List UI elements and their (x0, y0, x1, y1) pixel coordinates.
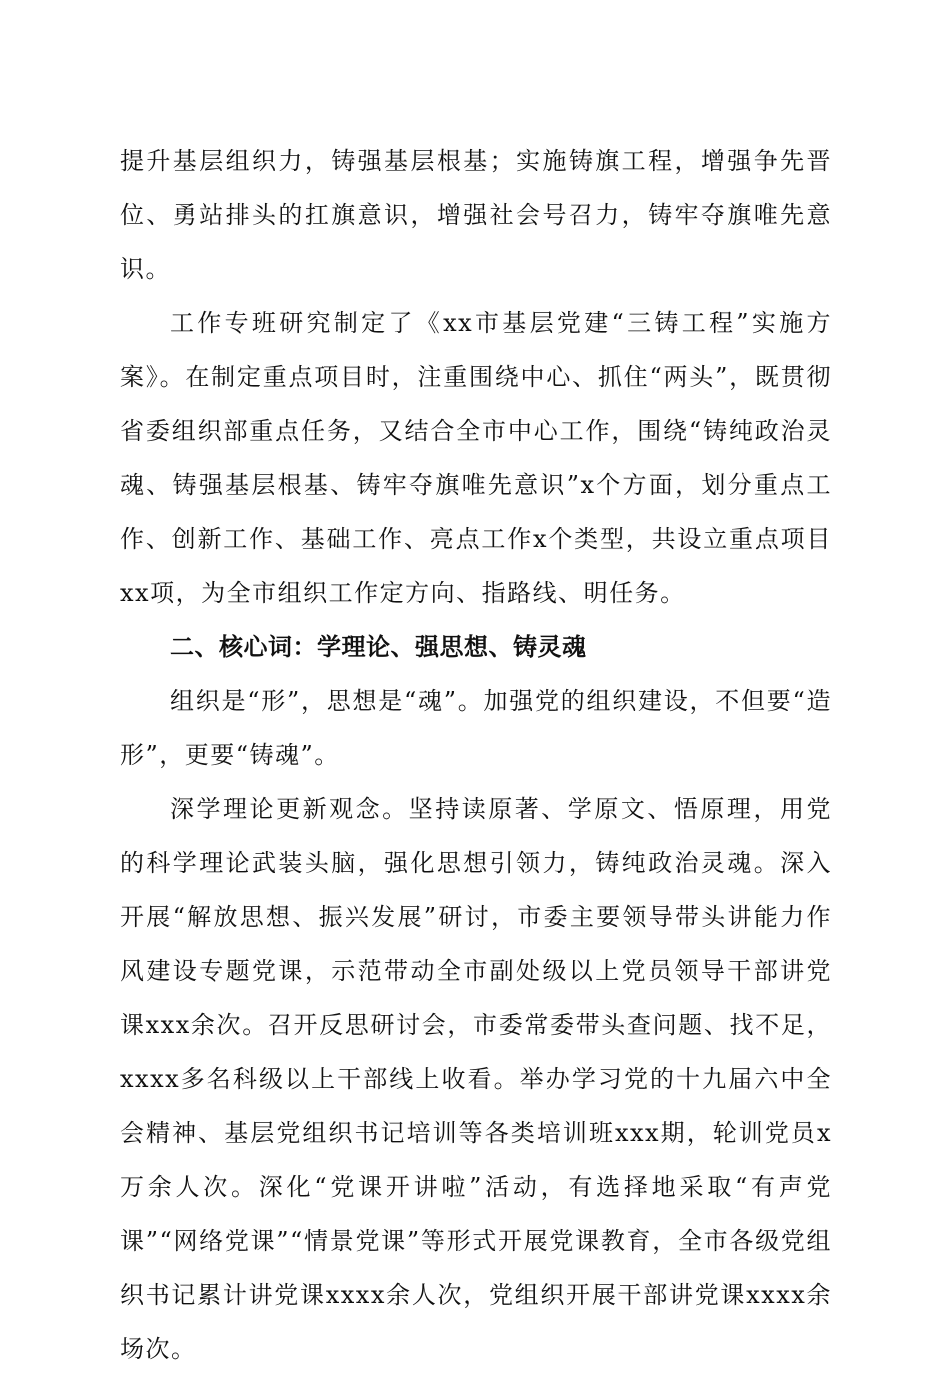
paragraph-organization-soul: 组织是“形”，思想是“魂”。加强党的组织建设，不但要“造形”，更要“铸魂”。 (120, 687, 832, 769)
paragraph-work-plan: 工作专班研究制定了《xx市基层党建“三铸工程”实施方案》。在制定重点项目时，注重围绕中心、抓住“两头”，既贯彻省委组织部重点任务，又结合全市中心工作，围绕“铸纯政治灵魂、铸强基层根基、铸牢夺旗唯先意识”x个方面，划分重点工作、创新工作、基础工作、亮点工作x个类型，共设立重点项目xx项，为全市组织工作定方向、指路线、明任务。 (120, 309, 832, 607)
paragraph-theory-study: 深学理论更新观念。坚持读原著、学原文、悟原理，用党的科学理论武装头脑，强化思想引领力，铸纯政治灵魂。深入开展“解放思想、振兴发展”研讨，市委主要领导带头讲能力作风建设专题党课，示范带动全市副处级以上党员领导干部讲党课xxx余次。召开反思研讨会，市委常委带头查问题、找不足，xxxx多名科级以上干部线上收看。举办学习党的十九届六中全会精神、基层党组织书记培训等各类培训班xxx期，轮训党员x万余人次。深化“党课开讲啦”活动，有选择地采取“有声党课”“网络党课”“情景党课”等形式开展党课教育，全市各级党组织书记累计讲党课xxxx余人次，党组织开展干部讲党课xxxx余场次。 (120, 795, 832, 1363)
document-page (120, 134, 832, 1376)
section-heading: 二、核心词：学理论、强思想、铸灵魂 (170, 633, 587, 661)
paragraph-continuation: 提升基层组织力，铸强基层根基；实施铸旗工程，增强争先晋位、勇站排头的扛旗意识，增强社会号召力，铸牢夺旗唯先意识。 (120, 147, 832, 283)
